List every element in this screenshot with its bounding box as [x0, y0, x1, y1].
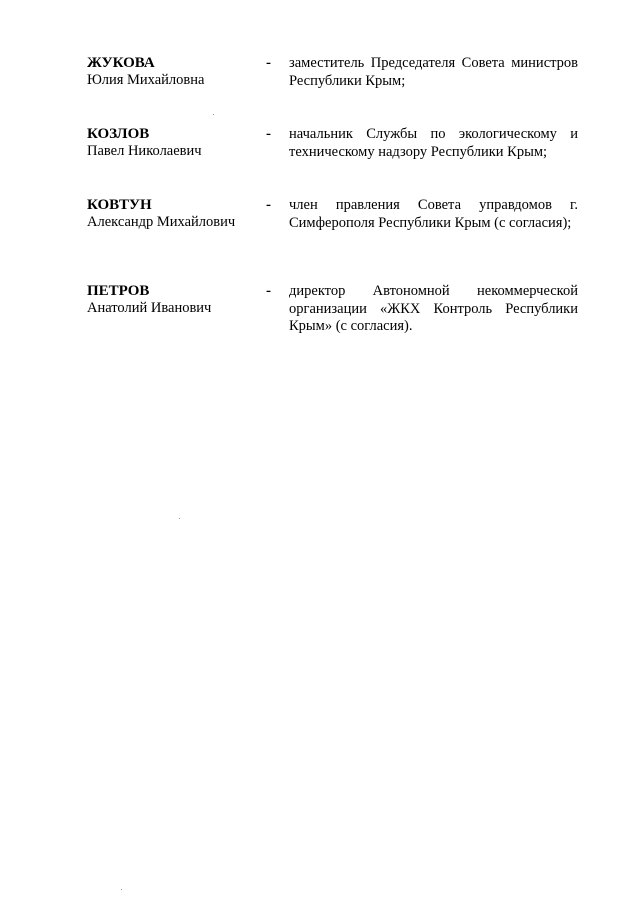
scan-speck: [179, 518, 180, 519]
member-name-block: [87, 283, 262, 317]
scan-speck: [213, 114, 214, 115]
member-given-name: Александр Михайлович: [87, 214, 236, 230]
separator-dash: -: [266, 55, 271, 71]
member-name-block: [87, 197, 262, 231]
member-role: директор Автономной некоммерческой организации «ЖКХ Контроль Республики Крым» (с согласия).: [289, 283, 578, 334]
member-name-block: [87, 126, 262, 160]
separator-dash: -: [266, 283, 271, 299]
member-given-name: Павел Николаевич: [87, 143, 202, 159]
member-surname: ЖУКОВА: [87, 55, 155, 71]
separator-dash: -: [266, 126, 271, 142]
member-surname: КОЗЛОВ: [87, 126, 150, 142]
member-role: заместитель Председателя Совета министров Республики Крым;: [289, 55, 578, 89]
member-surname: ПЕТРОВ: [87, 283, 150, 299]
member-name-block: [87, 55, 262, 89]
member-surname: КОВТУН: [87, 197, 152, 213]
member-given-name: Анатолий Иванович: [87, 300, 212, 316]
member-role: начальник Службы по экологическому и техническому надзору Республики Крым;: [289, 126, 578, 160]
member-role: член правления Совета управдомов г. Симферополя Республики Крым (с согласия);: [289, 197, 578, 231]
member-given-name: Юлия Михайловна: [87, 72, 205, 88]
separator-dash: -: [266, 197, 271, 213]
scan-speck: [121, 889, 122, 890]
